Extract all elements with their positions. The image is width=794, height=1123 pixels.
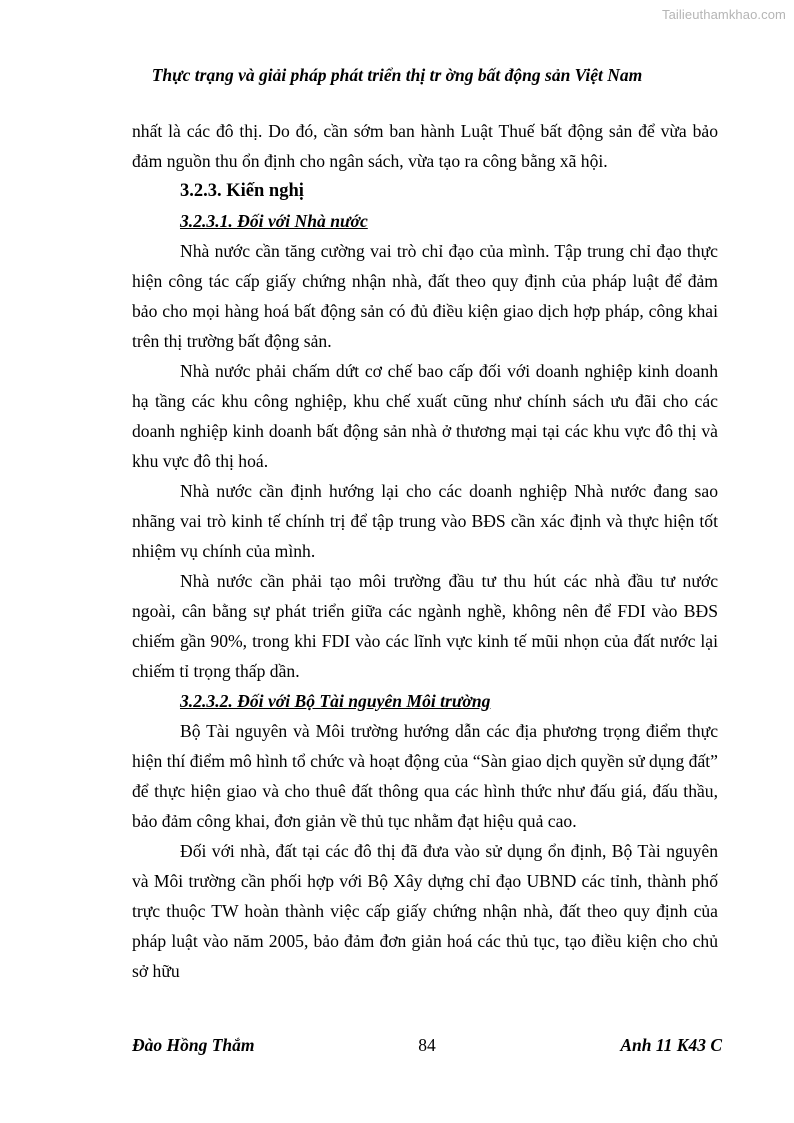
paragraph: Nhà nước cần phải tạo môi trường đầu tư thu hút các nhà đầu tư nước ngoài, cân bằng sự phát triển giữa các ngành nghề, không nên để FDI vào BĐS chiếm gần 90%, trong khi FDI vào các lĩnh vực kinh tế mũi nhọn của đất nước lại chiếm tỉ trọng thấp dần.	[132, 571, 718, 681]
subsection-heading-state: 3.2.3.1. Đối với Nhà nước	[180, 211, 368, 231]
page-footer	[132, 1035, 722, 1059]
section-heading: 3.2.3. Kiến nghị	[180, 181, 304, 201]
paragraph: Nhà nước cần tăng cường vai trò chỉ đạo của mình. Tập trung chỉ đạo thực hiện công tác cấp giấy chứng nhận nhà, đất theo quy định của pháp luật để đảm bảo cho mọi hàng hoá bất động sản có đủ điều kiện giao dịch hợp pháp, công khai trên thị trường bất động sản.	[132, 241, 718, 351]
running-header-title: Thực trạng và giải pháp phát triển thị tr ờng bất động sản Việt Nam	[151, 65, 643, 85]
watermark-text: Tailieuthamkhao.com	[661, 7, 786, 22]
footer-class-code: Anh 11 K43 C	[620, 1035, 722, 1055]
page-body	[132, 116, 718, 986]
subsection-heading-ministry: 3.2.3.2. Đối với Bộ Tài nguyên Môi trường	[180, 691, 491, 711]
paragraph: Đối với nhà, đất tại các đô thị đã đưa vào sử dụng ổn định, Bộ Tài nguyên và Môi trường cần phối hợp với Bộ Xây dựng chỉ đạo UBND các tỉnh, thành phố trực thuộc TW hoàn thành việc cấp giấy chứng nhận nhà, đất theo quy định của pháp luật vào năm 2005, bảo đảm đơn giản hoá các thủ tục, tạo điều kiện cho chủ sở hữu	[132, 841, 718, 981]
page-number: 84	[418, 1035, 436, 1055]
paragraph: Nhà nước phải chấm dứt cơ chế bao cấp đối với doanh nghiệp kinh doanh hạ tầng các khu công nghiệp, khu chế xuất cũng như chính sách ưu đãi cho các doanh nghiệp kinh doanh bất động sản nhà ở thương mại tại các khu vực đô thị và khu vực đô thị hoá.	[132, 361, 718, 471]
paragraph: Bộ Tài nguyên và Môi trường hướng dẫn các địa phương trọng điểm thực hiện thí điểm mô hình tổ chức và hoạt động của “Sàn giao dịch quyền sử dụng đất” để thực hiện giao và cho thuê đất thông qua các hình thức như đấu giá, đấu thầu, bảo đảm công khai, đơn giản về thủ tục nhằm đạt hiệu quả cao.	[132, 721, 718, 831]
paragraph-continued: nhất là các đô thị. Do đó, cần sớm ban hành Luật Thuế bất động sản để vừa bảo đảm nguồn thu ổn định cho ngân sách, vừa tạo ra công bằng xã hội.	[132, 121, 718, 171]
footer-author: Đào Hồng Thắm	[132, 1035, 255, 1055]
paragraph: Nhà nước cần định hướng lại cho các doanh nghiệp Nhà nước đang sao nhãng vai trò kinh tế chính trị để tập trung vào BĐS cần xác định và thực hiện tốt nhiệm vụ chính của mình.	[132, 481, 718, 561]
